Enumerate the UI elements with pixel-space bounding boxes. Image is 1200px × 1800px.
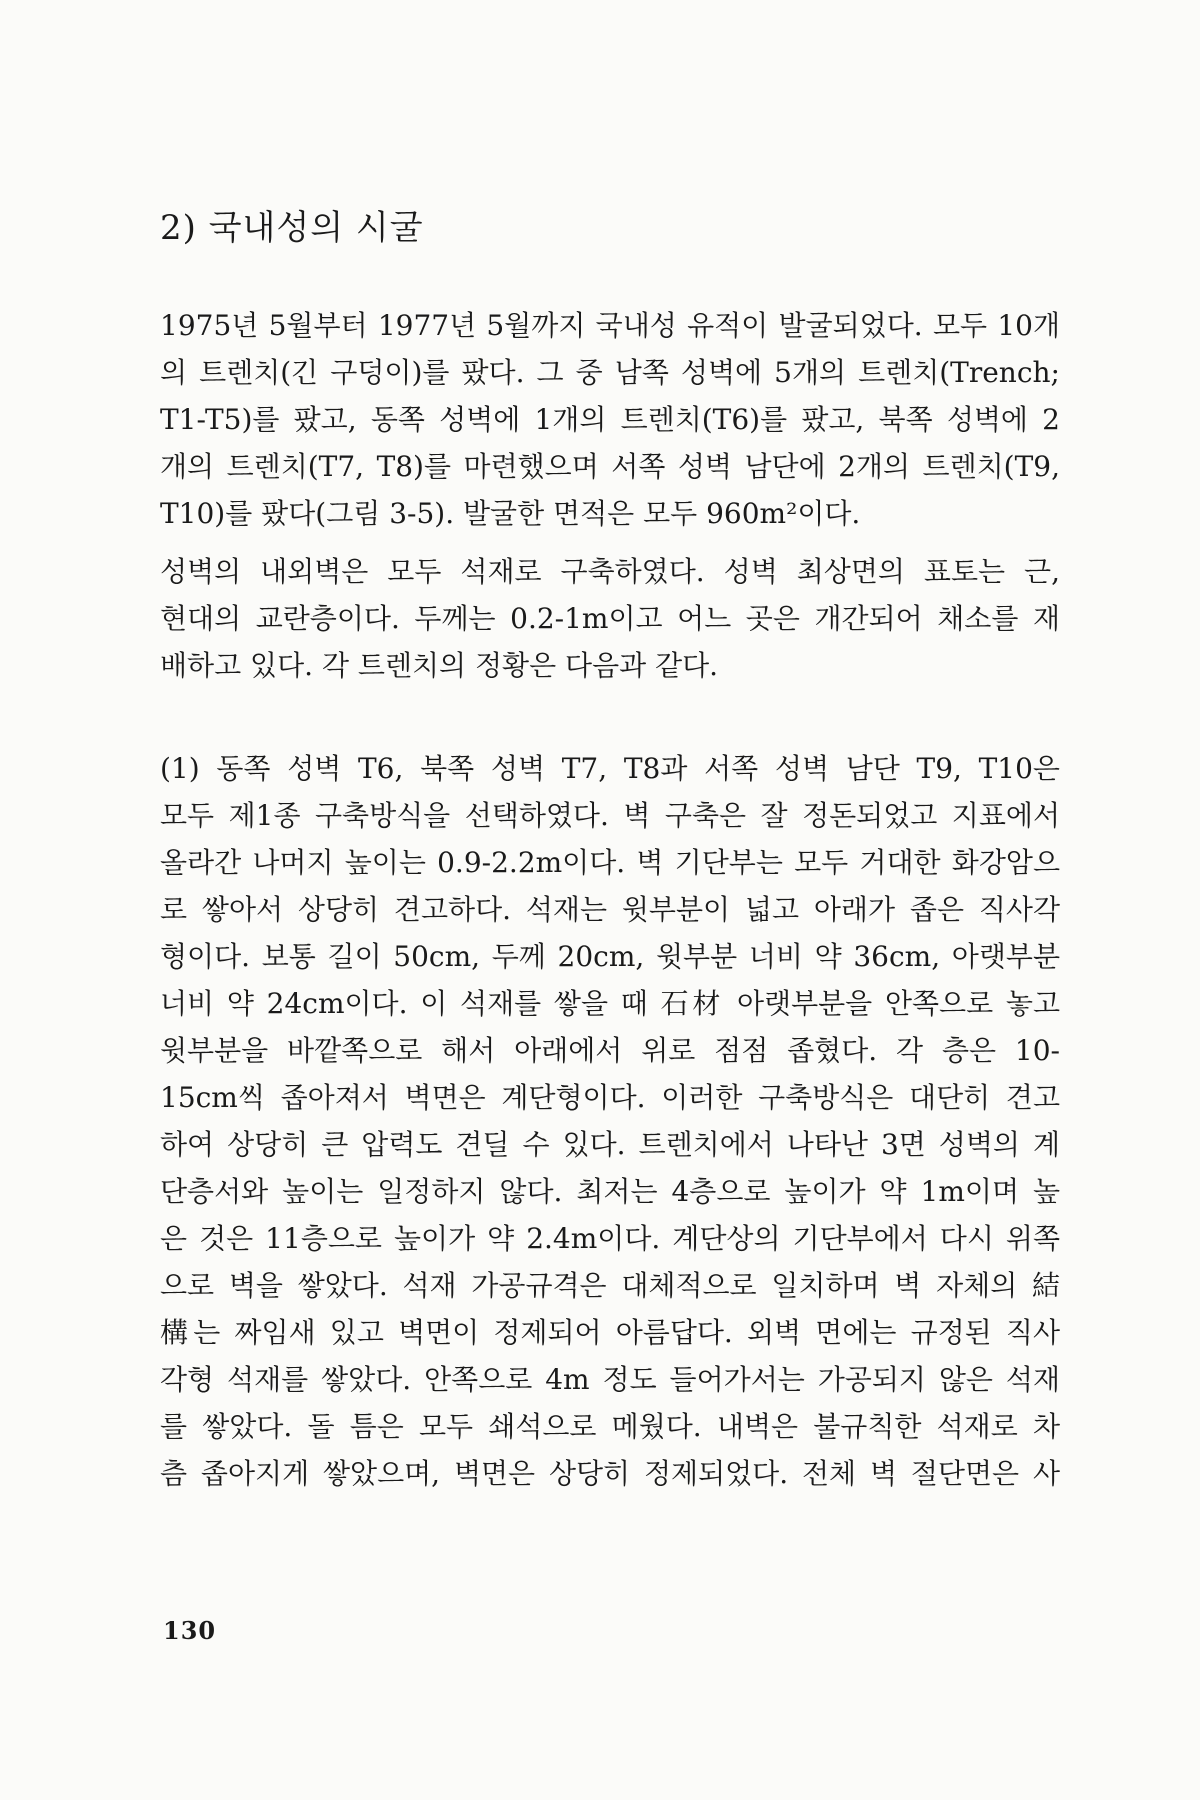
text-line: 각형 석재를 쌓았다. 안쪽으로 4m 정도 들어가서는 가공되지 않은 석재 (160, 1363, 1060, 1396)
text-line: 15cm씩 좁아져서 벽면은 계단형이다. 이러한 구축방식은 대단히 견고 (160, 1081, 1060, 1114)
text-line: 형이다. 보통 길이 50cm, 두께 20cm, 윗부분 너비 약 36cm, 아랫부분 (160, 940, 1060, 973)
text-line: 너비 약 24cm이다. 이 석재를 쌓을 때 石材 아랫부분을 안쪽으로 놓고 (160, 987, 1060, 1020)
text-line: 모두 제1종 구축방식을 선택하였다. 벽 구축은 잘 정돈되었고 지표에서 (160, 799, 1060, 832)
text-line: 1975년 5월부터 1977년 5월까지 국내성 유적이 발굴되었다. 모두 10개 (160, 309, 1060, 342)
text-line: (1) 동쪽 성벽 T6, 북쪽 성벽 T7, T8과 서쪽 성벽 남단 T9, T10은 (160, 752, 1060, 785)
page-number: 130 (163, 1616, 217, 1645)
text-line: 윗부분을 바깥쪽으로 해서 아래에서 위로 점점 좁혔다. 각 층은 10- (160, 1034, 1060, 1067)
text-line: T10)를 팠다(그림 3-5). 발굴한 면적은 모두 960m²이다. (160, 497, 861, 530)
text-line: 은 것은 11층으로 높이가 약 2.4m이다. 계단상의 기단부에서 다시 위쪽 (160, 1222, 1060, 1255)
text-line: 하여 상당히 큰 압력도 견딜 수 있다. 트렌치에서 나타난 3면 성벽의 계 (160, 1128, 1060, 1161)
text-line: 단층서와 높이는 일정하지 않다. 최저는 4층으로 높이가 약 1m이며 높 (160, 1175, 1060, 1208)
text-line: 로 쌓아서 상당히 견고하다. 석재는 윗부분이 넓고 아래가 좁은 직사각 (160, 893, 1060, 926)
text-line: 성벽의 내외벽은 모두 석재로 구축하였다. 성벽 최상면의 표토는 근, (160, 555, 1060, 588)
text-line: 올라간 나머지 높이는 0.9-2.2m이다. 벽 기단부는 모두 거대한 화강암으 (160, 846, 1060, 879)
text-line: 현대의 교란층이다. 두께는 0.2-1m이고 어느 곳은 개간되어 채소를 재 (160, 602, 1060, 635)
paragraph-trench-details (160, 745, 1060, 1497)
section-heading: 2) 국내성의 시굴 (160, 208, 424, 248)
text-line: 츰 좁아지게 쌓았으며, 벽면은 상당히 정제되었다. 전체 벽 절단면은 사 (160, 1457, 1060, 1490)
text-line: 構는 짜임새 있고 벽면이 정제되어 아름답다. 외벽 면에는 규정된 직사 (160, 1316, 1060, 1349)
text-line: 배하고 있다. 각 트렌치의 정황은 다음과 같다. (160, 649, 719, 682)
text-line: T1-T5)를 팠고, 동쪽 성벽에 1개의 트렌치(T6)를 팠고, 북쪽 성벽에 2 (160, 403, 1060, 436)
paragraph-excavation-overview (160, 302, 1060, 537)
text-line: 를 쌓았다. 돌 틈은 모두 쇄석으로 메웠다. 내벽은 불규칙한 석재로 차 (160, 1410, 1060, 1443)
text-line: 개의 트렌치(T7, T8)를 마련했으며 서쪽 성벽 남단에 2개의 트렌치(T9, (160, 450, 1060, 483)
paragraph-wall-composition (160, 548, 1060, 689)
text-line: 의 트렌치(긴 구덩이)를 팠다. 그 중 남쪽 성벽에 5개의 트렌치(Trench; (160, 356, 1060, 389)
text-line: 으로 벽을 쌓았다. 석재 가공규격은 대체적으로 일치하며 벽 자체의 結 (160, 1269, 1060, 1302)
